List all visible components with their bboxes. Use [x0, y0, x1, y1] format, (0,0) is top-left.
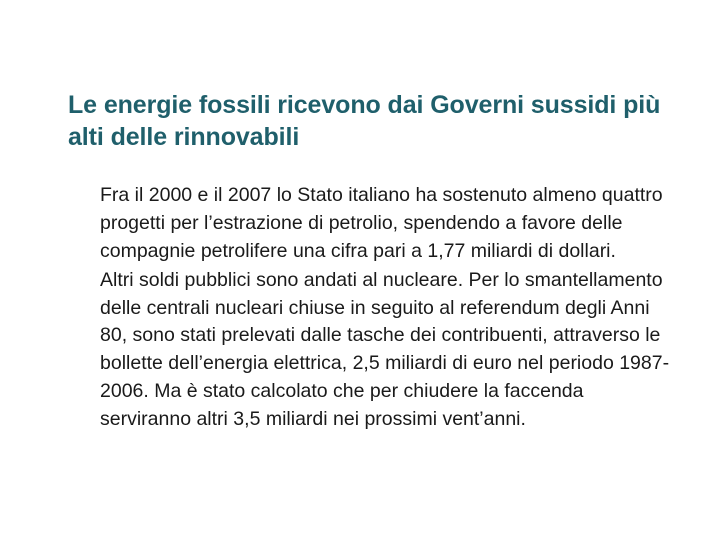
slide-body: [68, 182, 674, 434]
body-paragraph: Altri soldi pubblici sono andati al nucleare. Per lo smantellamento delle centrali nucleari chiuse in seguito al referendum degli Anni 80, sono stati prelevati dalle tasche dei contribuenti, attraverso le bollette dell’energia elettrica, 2,5 miliardi di euro nel periodo 1987-2006. Ma è stato calcolato che per chiudere la faccenda serviranno altri 3,5 miliardi nei prossimi vent’anni.: [100, 268, 670, 430]
body-paragraph: Fra il 2000 e il 2007 lo Stato italiano ha sostenuto almeno quattro progetti per l’estrazione di petrolio, spendendo a favore delle compagnie petrolifere una cifra pari a 1,77 miliardi di dollari.: [100, 184, 663, 262]
page-title: Le energie fossili ricevono dai Governi sussidi più alti delle rinnovabili: [68, 90, 661, 151]
